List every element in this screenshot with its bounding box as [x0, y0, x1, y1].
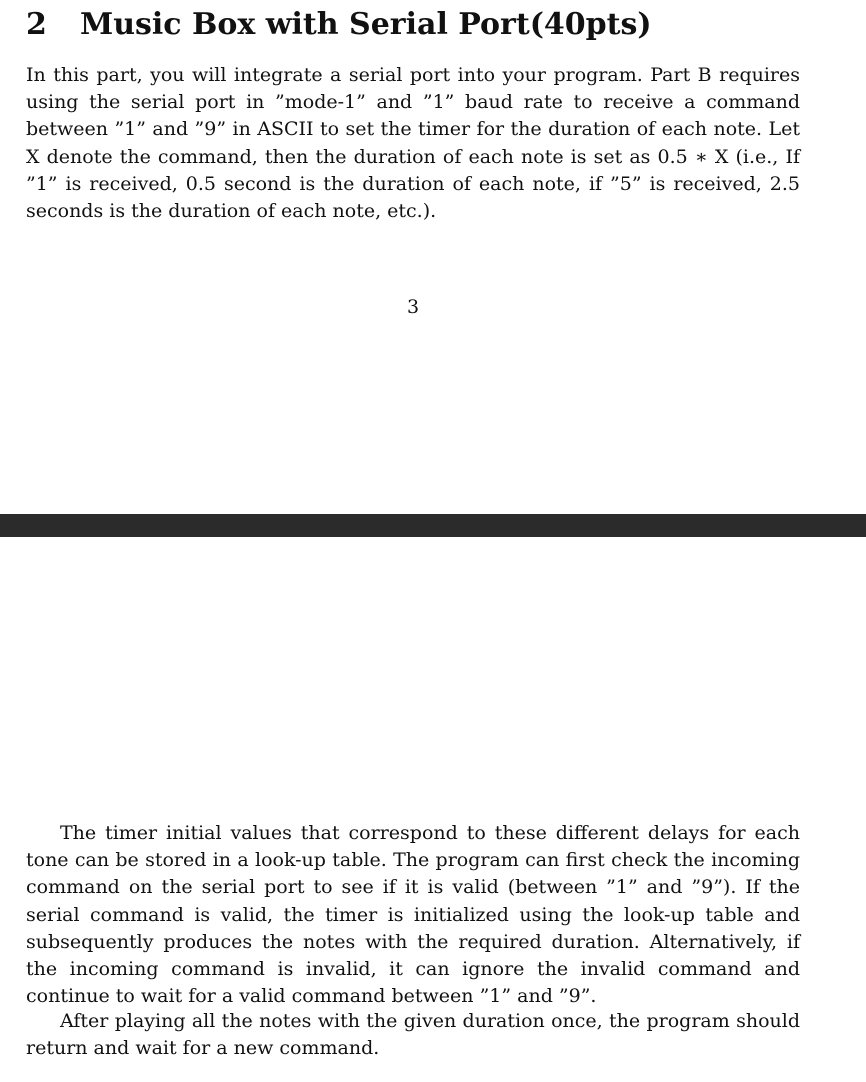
lookup-table-paragraph: The timer initial values that correspond to these different delays for each tone can be stored in a look-up table. The program can first check the incoming command on the serial port to see if it is valid (between ”1” and ”9”). If the serial command is valid, the timer is initialized using the look-up table and subsequently produces the notes with the required duration. Alternatively, if the incoming command is invalid, it can ignore the invalid command and continue to wait for a valid command between ”1” and ”9”.	[26, 822, 800, 1008]
section-title: Music Box with Serial Port(40pts)	[80, 7, 652, 42]
section-heading	[26, 4, 652, 46]
document-page-top	[0, 0, 866, 514]
after-playing-paragraph: After playing all the notes with the given duration once, the program should return and wait for a new command.	[26, 1010, 800, 1060]
page-divider	[0, 514, 866, 537]
section-number: 2	[26, 7, 47, 42]
document-page-bottom	[0, 537, 866, 1082]
page-number: 3	[406, 296, 420, 318]
intro-paragraph: In this part, you will integrate a serial port into your program. Part B requires using the serial port in ”mode-1” and ”1” baud rate to receive a command between ”1” and ”9” in ASCII to set the timer for the duration of each note. Let X denote the command, then the duration of each note is set as 0.5 ∗ X (i.e., If ”1” is received, 0.5 second is the duration of each note, if ”5” is received, 2.5 seconds is the duration of each note, etc.).	[26, 64, 800, 223]
